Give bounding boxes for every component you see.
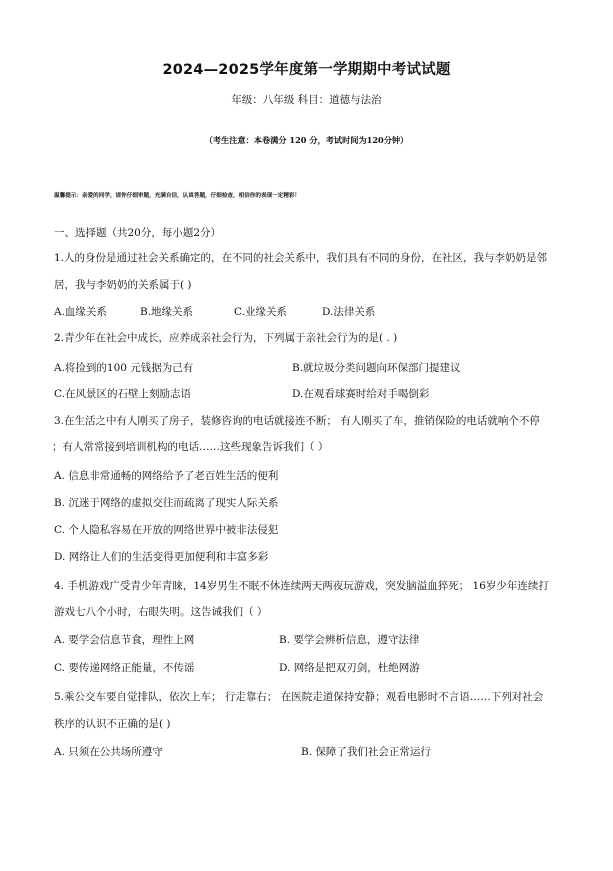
question-1-option-b: B.地缘关系 (140, 306, 194, 318)
question-2-option-a: A.将捡到的100 元钱据为己有 (54, 362, 194, 374)
question-5-option-a: A. 只须在公共场所遵守 (54, 746, 163, 758)
question-4-option-a: A. 要学会信息节食，理性上网 (54, 634, 195, 646)
question-4-line-1: 4. 手机游戏广受青少年青睐，14岁男生不眠不休连续两天两夜玩游戏，突发脑溢血猝死； 16岁少年连续打 (54, 580, 549, 592)
exam-subtitle: 年级：八年级 科目：道德与法治 (231, 94, 382, 106)
question-4-option-d: D. 网络是把双刃剑，杜绝网游 (279, 662, 420, 674)
question-3-line-2: ；有人常常接到培训机构的电话……这些现象告诉我们（ ） (52, 441, 329, 453)
question-5-line-1: 5.乘公交车要自觉排队，依次上车； 行走靠右； 在医院走道保持安静；观看电影时不言语……下列对社会 (54, 691, 544, 703)
question-4-option-b: B. 要学会辨析信息，遵守法律 (279, 634, 420, 646)
question-1-option-d: D.法律关系 (322, 306, 376, 318)
question-4-option-c: C. 要传递网络正能量，不传谣 (54, 662, 195, 674)
question-2-option-b: B.就垃圾分类问题向环保部门提建议 (292, 362, 461, 374)
question-1-line-2: 居，我与李奶奶的关系属于( ) (54, 279, 192, 291)
exam-notice: （考生注意：本卷满分 120 分，考试时间为120分钟） (204, 135, 409, 145)
question-1-option-a: A.血缘关系 (54, 306, 107, 318)
question-3-option-d: D. 网络让人们的生活变得更加便利和丰富多彩 (54, 551, 269, 563)
question-1-option-c: C.业缘关系 (234, 306, 287, 318)
section-heading: 一、选择题（共20分，每小题2分） (54, 227, 222, 239)
question-3-option-a: A. 信息非常通畅的网络给予了老百姓生活的便利 (54, 470, 279, 482)
question-1-line-1: 1.人的身份是通过社会关系确定的，在不同的社会关系中，我们具有不同的身份，在社区，我与李奶奶是邻 (54, 252, 548, 264)
question-2-option-d: D.在观看球赛时给对手喝倒彩 (292, 388, 430, 400)
question-2-option-c: C.在风景区的石壁上刻励志语 (54, 388, 191, 400)
question-4-line-2: 游戏七八个小时，右眼失明。这告诫我们（ ） (54, 606, 268, 618)
question-3-line-1: 3.在生活之中有人刚买了房子，装修咨询的电话就接连不断； 有人刚买了车，推销保险的电话就响个不停 (54, 415, 540, 427)
exam-tip: 温馨提示：亲爱的同学，请你仔细审题，充满自信，认真答题，仔细检查，相信你的表现一定精彩！ (54, 193, 301, 199)
question-2-line-1: 2.青少年在社会中成长，应养成亲社会行为，下列属于亲社会行为的是( . ) (54, 332, 398, 344)
exam-title: 2024—2025学年度第一学期期中考试试题 (162, 62, 451, 78)
question-3-option-c: C. 个人隐私容易在开放的网络世界中被非法侵犯 (54, 524, 279, 536)
question-5-line-2: 秩序的认识不正确的是( ) (54, 718, 171, 730)
question-3-option-b: B. 沉迷于网络的虚拟交往而疏离了现实人际关系 (54, 497, 279, 509)
question-5-option-b: B. 保障了我们社会正常运行 (301, 746, 431, 758)
